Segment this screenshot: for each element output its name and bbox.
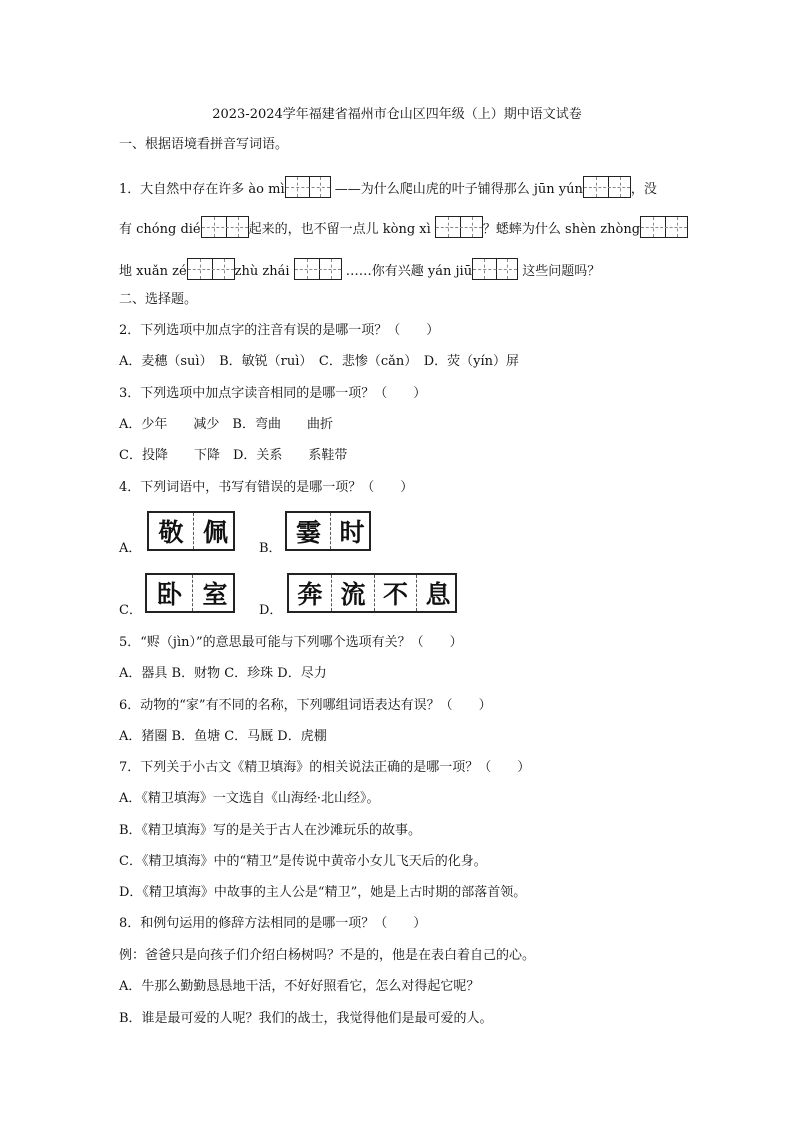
char: 不 — [374, 575, 416, 611]
char: 奔 — [297, 580, 323, 609]
q4-label-c: C． — [119, 603, 142, 618]
q4-label-b: B． — [259, 541, 282, 556]
answer-grid[interactable] — [435, 216, 483, 238]
q4-stem: 4．下列词语中，书写有错误的是哪一项？（ ） — [119, 480, 414, 495]
q4-option-c-image — [145, 573, 235, 613]
q4-option-b-image — [285, 511, 371, 551]
char: 敬 — [158, 518, 184, 547]
char: 佩 — [193, 513, 237, 549]
char: 时 — [330, 513, 373, 549]
q4-option-a-image — [147, 511, 235, 551]
q4-label-a: A． — [119, 541, 142, 556]
char: 息 — [416, 575, 459, 611]
q1-line1: 1．大自然中存在许多 ào mì ——为什么爬山虎的叶子铺得那么 jūn yún ，没 — [119, 176, 657, 199]
q3-stem: 3．下列选项中加点字读音相同的是哪一项？（ ） — [119, 386, 427, 401]
q1-line3: 地 xuǎn zé zhù zhái ……你有兴趣 yán jiū 这些问题吗？ — [119, 258, 600, 281]
q7-stem: 7．下列关于小古文《精卫填海》的相关说法正确的是哪一项？（ ） — [119, 760, 531, 775]
section2-heading: 二、选择题。 — [119, 292, 198, 307]
q7-option-d: D．《精卫填海》中故事的主人公是“精卫”，她是上古时期的部落首领。 — [119, 885, 527, 900]
answer-grid[interactable] — [294, 258, 342, 280]
answer-grid[interactable] — [285, 176, 331, 198]
answer-grid[interactable] — [583, 176, 631, 198]
q7-option-b: B．《精卫填海》写的是关于古人在沙滩玩乐的故事。 — [119, 823, 422, 838]
answer-grid[interactable] — [187, 258, 235, 280]
answer-grid[interactable] — [472, 258, 518, 280]
q5-stem: 5．“赆（jìn）”的意思最可能与下列哪个选项有关？（ ） — [119, 635, 463, 650]
q2-options: A．麦穗（suì） B．敏锐（ruì） C．悲惨（cǎn） D．荧（yín）屏 — [119, 354, 520, 369]
char: 室 — [192, 575, 237, 611]
q3-options-row1: A．少年 减少 B．弯曲 曲折 — [119, 417, 333, 432]
char: 卧 — [156, 580, 182, 609]
answer-grid[interactable] — [640, 216, 688, 238]
q8-stem: 8．和例句运用的修辞方法相同的是哪一项？（ ） — [119, 916, 427, 931]
answer-grid[interactable] — [201, 216, 249, 238]
q1-line2: 有 chóng dié 起来的，也不留一点儿 kòng xì ？蟋蟀为什么 shèn zhòng — [119, 216, 688, 239]
q5-options: A．器具 B．财物 C．珍珠 D．尽力 — [119, 666, 327, 681]
q4-option-d-image — [287, 573, 457, 613]
q8-option-b: B．谁是最可爱的人呢？我们的战士，我觉得他们是最可爱的人。 — [119, 1011, 493, 1026]
q3-options-row2: C．投降 下降 D．关系 系鞋带 — [119, 448, 348, 463]
q6-stem: 6．动物的“家”有不同的名称，下列哪组词语表达有误？（ ） — [119, 698, 492, 713]
q8-option-a: A．牛那么勤勤恳恳地干活，不好好照看它，怎么对得起它呢？ — [119, 979, 480, 994]
q2-stem: 2．下列选项中加点字的注音有误的是哪一项？（ ） — [119, 323, 440, 338]
q4-label-d: D． — [259, 603, 283, 618]
exam-title: 2023-2024学年福建省福州市仓山区四年级（上）期中语文试卷 — [212, 107, 582, 122]
q8-example: 例：爸爸只是向孩子们介绍白杨树吗？不是的，他是在表白着自己的心。 — [119, 948, 536, 963]
section1-heading: 一、根据语境看拼音写词语。 — [119, 137, 289, 152]
char: 流 — [331, 575, 374, 611]
char: 霎 — [295, 518, 321, 547]
q7-option-c: C．《精卫填海》中的“精卫”是传说中黄帝小女儿飞天后的化身。 — [119, 854, 487, 869]
q7-option-a: A．《精卫填海》一文选自《山海经·北山经》。 — [119, 791, 380, 806]
q6-options: A．猪圈 B．鱼塘 C．马厩 D．虎棚 — [119, 729, 327, 744]
